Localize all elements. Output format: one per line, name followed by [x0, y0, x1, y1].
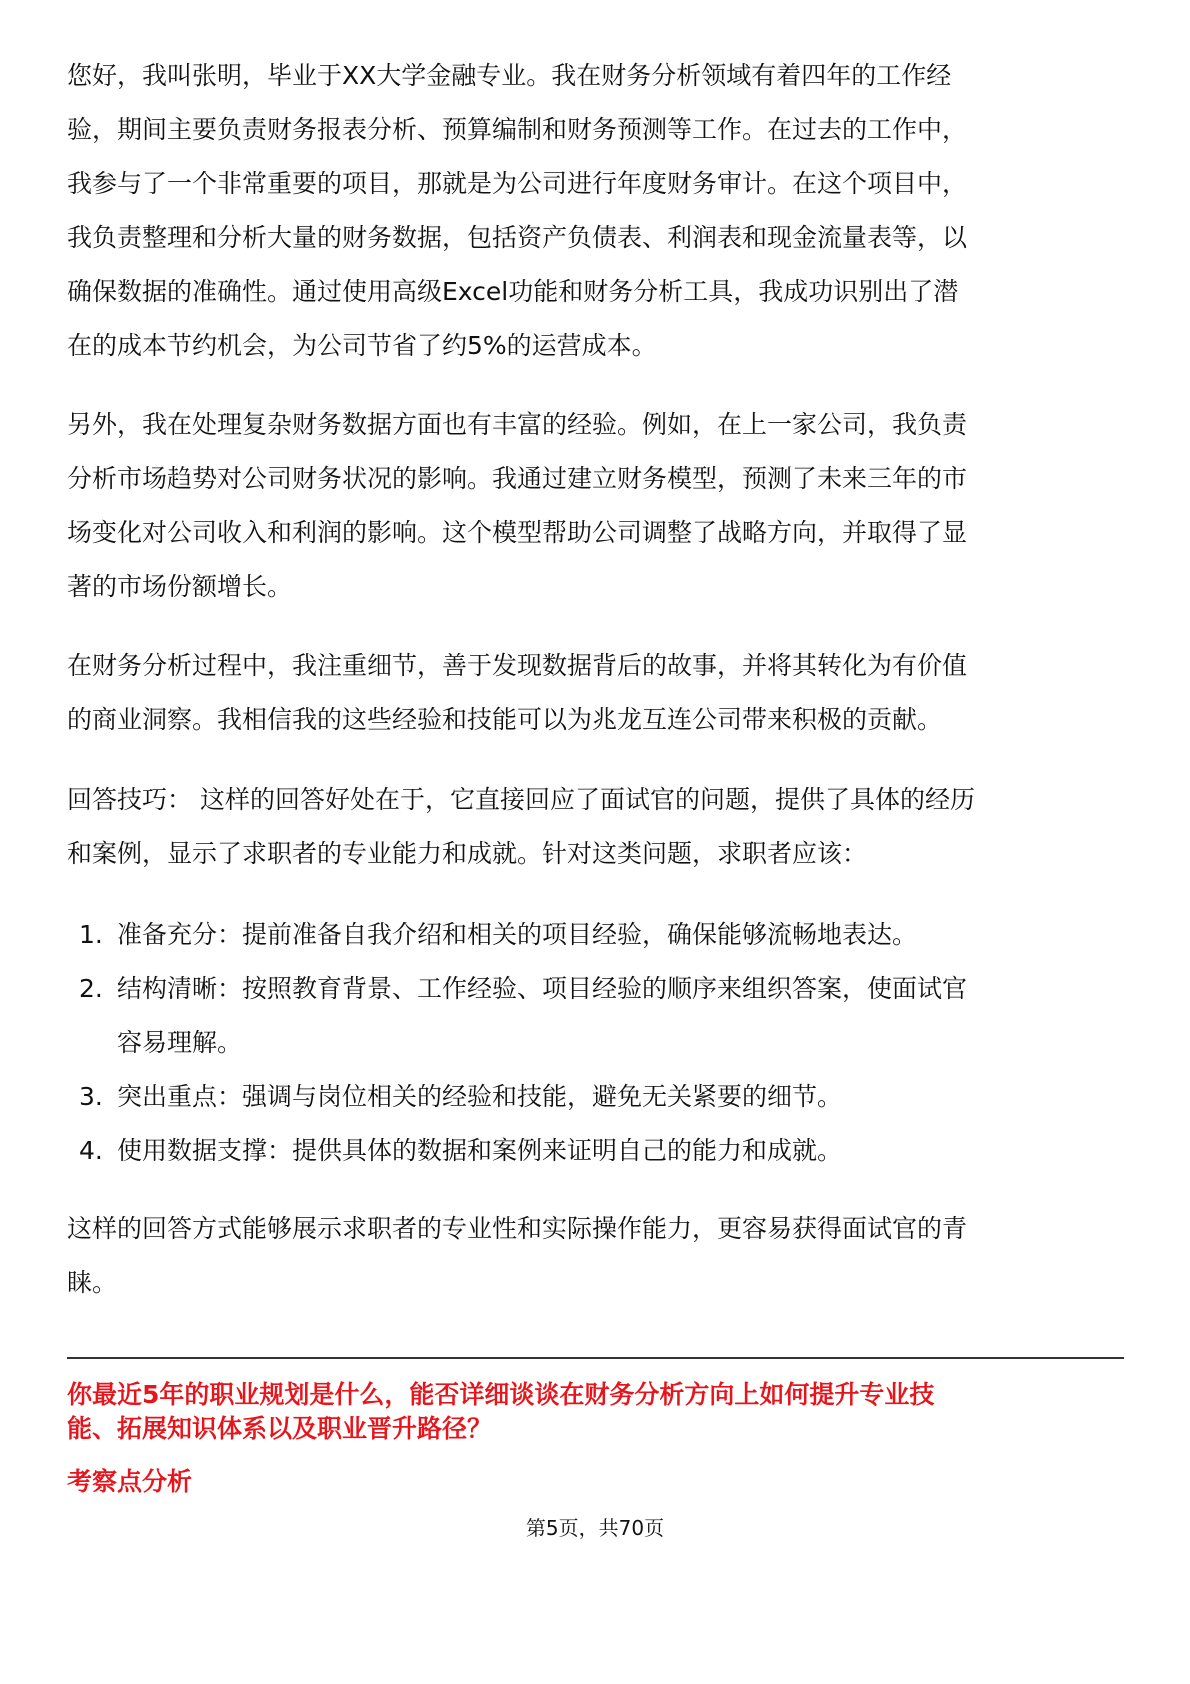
- paragraph-experience: [67, 398, 1067, 614]
- list-number: 4.: [79, 1136, 103, 1165]
- text-line: 能、拓展知识体系以及职业晋升路径？: [67, 1414, 493, 1443]
- list-text: 突出重点：强调与岗位相关的经验和技能，避免无关紧要的细节。: [117, 1082, 843, 1111]
- paragraph-closing: [67, 1202, 1067, 1310]
- list-text: 使用数据支撑：提供具体的数据和案例来证明自己的能力和成就。: [117, 1136, 843, 1165]
- list-item: [67, 1124, 1067, 1178]
- text-line: 另外，我在处理复杂财务数据方面也有丰富的经验。例如，在上一家公司，我负责: [67, 410, 968, 439]
- list-item: [67, 1070, 1067, 1124]
- list-number: 2.: [79, 974, 103, 1003]
- text-line: 这样的回答方式能够展示求职者的专业性和实际操作能力，更容易获得面试官的青: [67, 1214, 968, 1243]
- section-heading: 考察点分析: [67, 1467, 193, 1496]
- text-line: 场变化对公司收入和利润的影响。这个模型帮助公司调整了战略方向，并取得了显: [67, 518, 968, 547]
- question-heading: [67, 1378, 934, 1446]
- text-line: 我负责整理和分析大量的财务数据，包括资产负债表、利润表和现金流量表等，以: [67, 223, 968, 252]
- text-line: 的商业洞察。我相信我的这些经验和技能可以为兆龙互连公司带来积极的贡献。: [67, 705, 943, 734]
- list-text: 准备充分：提前准备自我介绍和相关的项目经验，确保能够流畅地表达。: [117, 920, 918, 949]
- list-number: 3.: [79, 1082, 103, 1111]
- text-line: 我参与了一个非常重要的项目，那就是为公司进行年度财务审计。在这个项目中，: [67, 169, 968, 198]
- paragraph-intro: [67, 49, 1067, 373]
- list-item: [67, 962, 1067, 1016]
- list-text: 结构清晰：按照教育背景、工作经验、项目经验的顺序来组织答案，使面试官: [117, 974, 968, 1003]
- list-item: [67, 908, 1067, 962]
- text-line: 和案例，显示了求职者的专业能力和成就。针对这类问题，求职者应该：: [67, 839, 868, 868]
- text-line: 你最近5年的职业规划是什么，能否详细谈谈在财务分析方向上如何提升专业技: [67, 1380, 935, 1409]
- divider: [67, 1357, 1124, 1359]
- paragraph-answer-tips: [67, 773, 1067, 881]
- text-line: 在的成本节约机会，为公司节省了约5%的运营成本。: [67, 331, 657, 360]
- text-line: 在财务分析过程中，我注重细节，善于发现数据背后的故事，并将其转化为有价值: [67, 651, 968, 680]
- text-line: 睐。: [67, 1268, 118, 1297]
- paragraph-conclusion: [67, 639, 1067, 747]
- text-line: 著的市场份额增长。: [67, 572, 293, 601]
- text-line: 验，期间主要负责财务报表分析、预算编制和财务预测等工作。在过去的工作中，: [67, 115, 968, 144]
- page-number: 第5页，共70页: [525, 1516, 665, 1540]
- text-line: 确保数据的准确性。通过使用高级Excel功能和财务分析工具，我成功识别出了潜: [67, 277, 959, 306]
- list-text-continued: 容易理解。: [117, 1028, 243, 1057]
- text-line: 回答技巧： 这样的回答好处在于，它直接回应了面试官的问题，提供了具体的经历: [67, 785, 975, 814]
- tips-list: [67, 908, 1067, 1178]
- text-line: 分析市场趋势对公司财务状况的影响。我通过建立财务模型，预测了未来三年的市: [67, 464, 968, 493]
- list-number: 1.: [79, 920, 103, 949]
- text-line: 您好，我叫张明，毕业于XX大学金融专业。我在财务分析领域有着四年的工作经: [67, 61, 952, 90]
